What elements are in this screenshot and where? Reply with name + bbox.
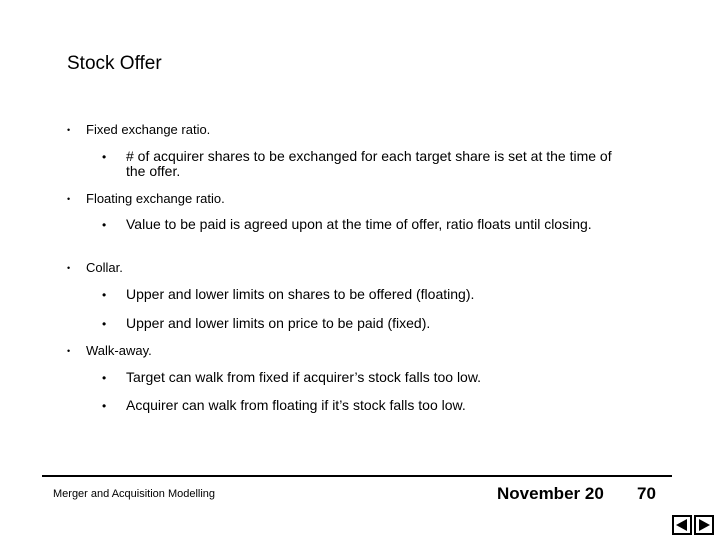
bullet-text-fixed-ratio: Fixed exchange ratio. — [86, 122, 211, 137]
triangle-left-icon — [674, 517, 690, 533]
footer-title: Merger and Acquisition Modelling — [53, 488, 216, 500]
previous-slide-button[interactable] — [672, 515, 692, 535]
sub-bullet-marker: • — [102, 288, 107, 302]
footer-date: November 20 — [497, 484, 604, 503]
bullet-marker: • — [67, 194, 71, 204]
bullet-text-walk-away: Walk-away. — [86, 343, 152, 358]
bullet-text-floating-ratio: Floating exchange ratio. — [86, 191, 225, 206]
sub-bullet-marker: • — [102, 399, 107, 413]
bullet-marker: • — [67, 346, 71, 356]
sub-bullet-marker: • — [102, 150, 107, 164]
next-slide-button[interactable] — [694, 515, 714, 535]
sub-bullet-text: Target can walk from fixed if acquirer’s stock falls too low. — [126, 369, 482, 385]
bullet-marker: • — [67, 125, 71, 135]
bullet-marker: • — [67, 263, 71, 273]
sub-bullet-text: Acquirer can walk from floating if it’s stock falls too low. — [126, 397, 466, 413]
sub-bullet-marker: • — [102, 218, 107, 232]
sub-bullet-text: # of acquirer shares to be exchanged for each target share is set at the time of the offer. — [126, 148, 612, 179]
footer-divider — [42, 475, 672, 477]
bullet-text-collar: Collar. — [86, 260, 123, 275]
sub-bullet-text: Upper and lower limits on shares to be offered (floating). — [126, 286, 475, 302]
sub-bullet-text: Upper and lower limits on price to be paid (fixed). — [126, 315, 431, 331]
slide-navigation — [672, 515, 714, 535]
triangle-right-icon — [696, 517, 712, 533]
page-number: 70 — [637, 484, 656, 503]
sub-bullet-text: Value to be paid is agreed upon at the time of offer, ratio floats until closing. — [126, 216, 592, 232]
slide-title: Stock Offer — [67, 53, 162, 74]
sub-bullet-marker: • — [102, 317, 107, 331]
sub-bullet-marker: • — [102, 371, 107, 385]
